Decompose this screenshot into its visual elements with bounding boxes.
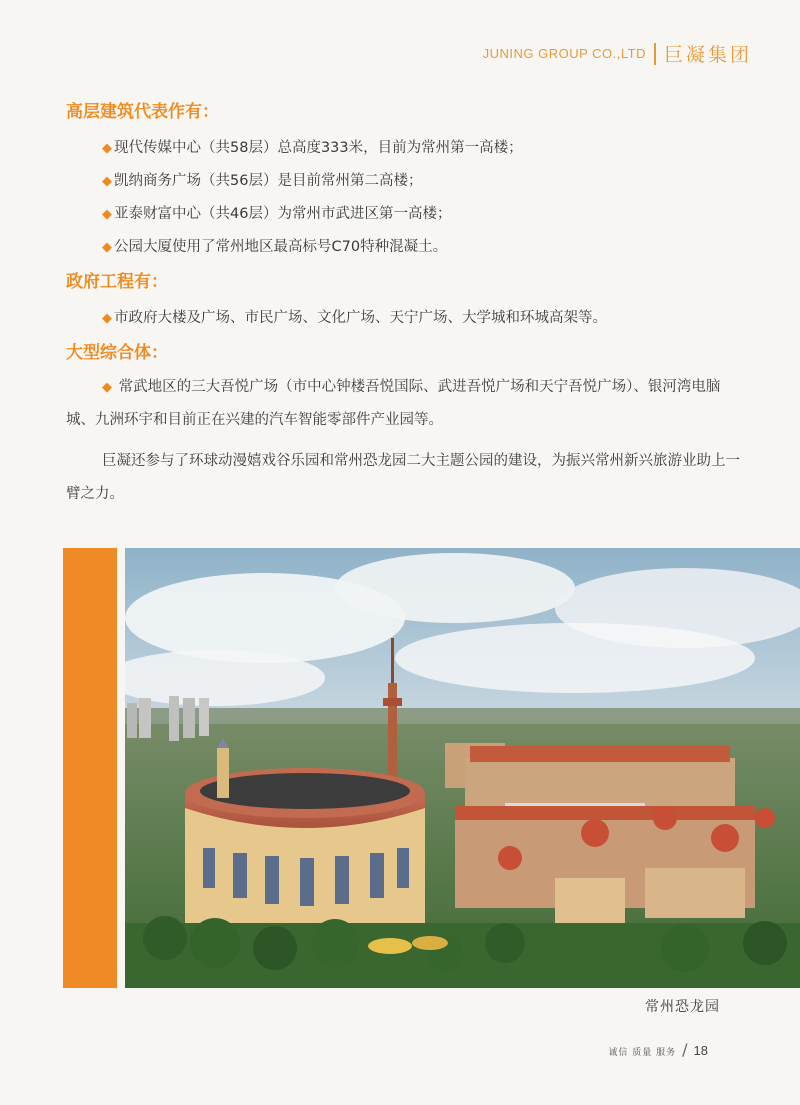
list-item: ◆ 市政府大楼及广场、市民广场、文化广场、天宁广场、大学城和环城高架等。: [102, 310, 607, 326]
diamond-bullet-icon: ◆: [102, 240, 112, 255]
header-divider: [654, 43, 656, 65]
list-item: ◆ 现代传媒中心（共58层）总高度333米，目前为常州第一高楼；: [102, 140, 523, 156]
footer-divider: /: [682, 1040, 688, 1059]
list-item: ◆ 凯纳商务广场（共56层）是目前常州第二高楼；: [102, 173, 423, 189]
diamond-bullet-icon: ◆: [102, 141, 112, 156]
diamond-bullet-icon: ◆: [102, 311, 112, 326]
orange-accent-bar: [63, 548, 117, 988]
high-rise-title: 高层建筑代表作有：: [66, 102, 219, 122]
diamond-bullet-icon: ◆: [102, 174, 112, 189]
diamond-bullet-icon: ◆: [102, 380, 112, 395]
photo-section: [63, 548, 800, 988]
photo-caption: 常州恐龙园: [645, 999, 720, 1015]
main-content: [66, 98, 746, 511]
high-rise-list: [66, 132, 746, 264]
list-item: ◆ 公园大厦使用了常州地区最高标号C70特种混凝土。: [102, 239, 448, 255]
closing-paragraph: 巨凝还参与了环球动漫嬉戏谷乐园和常州恐龙园二大主题公园的建设，为振兴常州新兴旅游业助上一臂之力。: [66, 453, 740, 502]
government-list: [66, 302, 746, 335]
page-number: 18: [693, 1043, 708, 1058]
company-name-cn: 巨凝集团: [663, 44, 752, 66]
dinosaur-park-photo: [125, 548, 800, 988]
complex-paragraph: ◆ 常武地区的三大吾悦广场（市中心钟楼吾悦国际、武进吾悦广场和天宁吾悦广场）、银河湾电脑城、九洲环宇和目前正在兴建的汽车智能零部件产业园等。: [66, 379, 721, 428]
diamond-bullet-icon: ◆: [102, 207, 112, 222]
complex-title: 大型综合体：: [66, 343, 168, 363]
page-footer: [608, 1040, 708, 1059]
page-header: [483, 40, 752, 67]
company-name-en: JUNING GROUP CO.,LTD: [482, 46, 646, 61]
government-title: 政府工程有：: [66, 272, 168, 292]
list-item: ◆ 亚泰财富中心（共46层）为常州市武进区第一高楼；: [102, 206, 452, 222]
footer-slogan: 诚信 质量 服务: [608, 1048, 677, 1058]
